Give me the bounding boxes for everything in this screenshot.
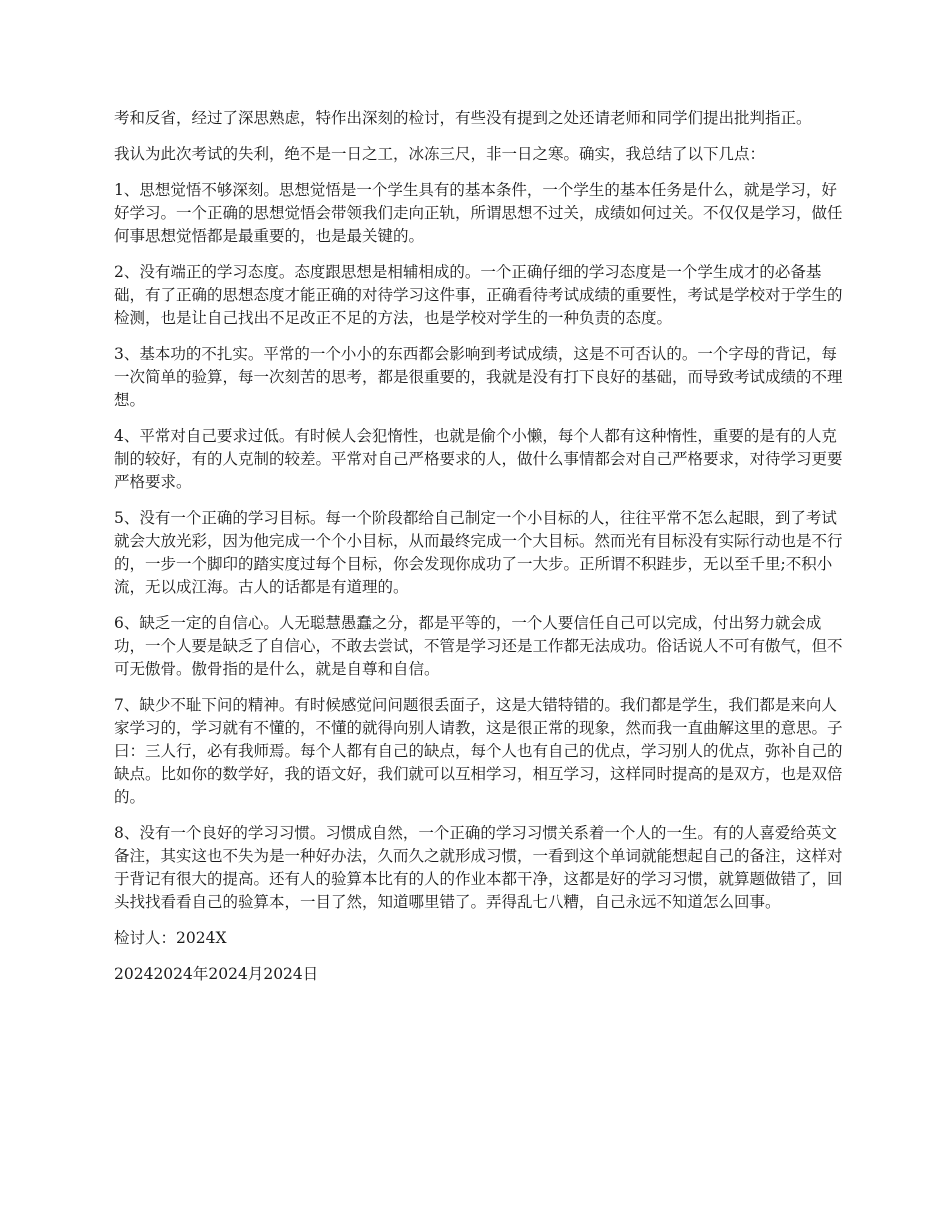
paragraph-overview: 我认为此次考试的失利，绝不是一日之工，冰冻三尺，非一日之寒。确实，我总结了以下几点：: [114, 145, 766, 163]
document-body: [114, 107, 844, 999]
paragraph-point-3: 3、基本功的不扎实。平常的一个小小的东西都会影响到考试成绩，这是不可否认的。一个字母的背记，每一次简单的验算，每一次刻苦的思考，都是很重要的，我就是没有打下良好的基础，而导致考试成绩的不理想。: [114, 345, 843, 409]
paragraph-point-7: 7、缺少不耻下问的精神。有时候感觉问问题很丢面子，这是大错特错的。我们都是学生，我们都是来向人家学习的，学习就有不懂的，不懂的就得向别人请教，这是很正常的现象，然而我一直曲解这里的意思。子曰：三人行，必有我师焉。每个人都有自己的缺点，每个人也有自己的优点，学习别人的优点，弥补自己的缺点。比如你的数学好，我的语文好，我们就可以互相学习，相互学习，这样同时提高的是双方，也是双倍的。: [114, 696, 843, 806]
paragraph-point-1: 1、思想觉悟不够深刻。思想觉悟是一个学生具有的基本条件，一个学生的基本任务是什么，就是学习，好好学习。一个正确的思想觉悟会带领我们走向正轨，所谓思想不过关，成绩如何过关。不仅仅是学习，做任何事思想觉悟都是最重要的，也是最关键的。: [114, 181, 843, 245]
paragraph-point-5: 5、没有一个正确的学习目标。每一个阶段都给自己制定一个小目标的人，往往平常不怎么起眼，到了考试就会大放光彩，因为他完成一个个小目标，从而最终完成一个大目标。然而光有目标没有实际行动也是不行的，一步一个脚印的踏实度过每个目标，你会发现你成功了一大步。正所谓不积跬步，无以至千里;不积小流，无以成江海。古人的话都是有道理的。: [114, 509, 843, 596]
paragraph-point-6: 6、缺乏一定的自信心。人无聪慧愚蠢之分，都是平等的，一个人要信任自己可以完成，付出努力就会成功，一个人要是缺乏了自信心，不敢去尝试，不管是学习还是工作都无法成功。俗话说人不可有傲气，但不可无傲骨。傲骨指的是什么，就是自尊和自信。: [114, 614, 843, 678]
paragraph-point-2: 2、没有端正的学习态度。态度跟思想是相辅相成的。一个正确仔细的学习态度是一个学生成才的必备基础，有了正确的思想态度才能正确的对待学习这件事，正确看待考试成绩的重要性，考试是学校对于学生的检测，也是让自己找出不足改正不足的方法，也是学校对学生的一种负责的态度。: [114, 263, 843, 327]
paragraph-point-8: 8、没有一个良好的学习习惯。习惯成自然，一个正确的学习习惯关系着一个人的一生。有的人喜爱给英文备注，其实这也不失为是一种好办法，久而久之就形成习惯，一看到这个单词就能想起自己的备注，这样对于背记有很大的提高。还有人的验算本比有的人的作业本都干净，这都是好的学习习惯，就算题做错了，回头找找看看自己的验算本，一目了然，知道哪里错了。弄得乱七八糟，自己永远不知道怎么回事。: [114, 824, 843, 911]
paragraph-point-4: 4、平常对自己要求过低。有时候人会犯惰性，也就是偷个小懒，每个人都有这种惰性，重要的是有的人克制的较好，有的人克制的较差。平常对自己严格要求的人，做什么事情都会对自己严格要求，对待学习更要严格要求。: [114, 427, 843, 491]
paragraph-intro-ending: 考和反省，经过了深思熟虑，特作出深刻的检讨，有些没有提到之处还请老师和同学们提出批判指正。: [114, 109, 812, 127]
date-line: 20242024年2024月2024日: [114, 965, 319, 983]
signature-line: 检讨人：2024X: [114, 929, 227, 947]
